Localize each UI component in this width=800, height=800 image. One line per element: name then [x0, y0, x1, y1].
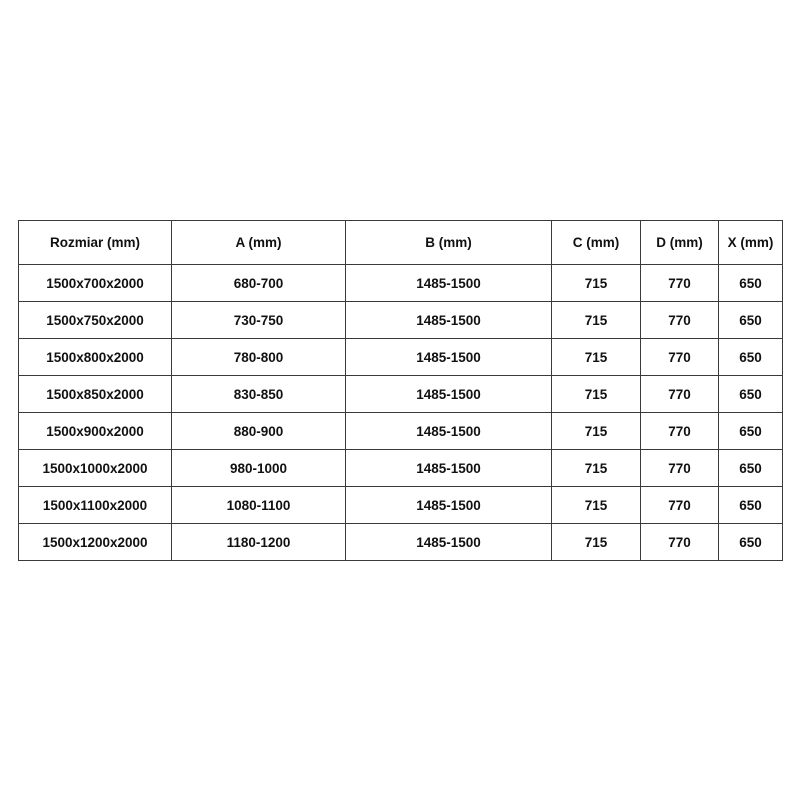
- cell-c: 715: [552, 487, 641, 524]
- cell-size: 1500x850x2000: [19, 376, 172, 413]
- column-header-b: B (mm): [346, 221, 552, 265]
- cell-a: 780-800: [172, 339, 346, 376]
- table-row: [19, 339, 783, 376]
- cell-d: 770: [641, 302, 719, 339]
- cell-d: 770: [641, 450, 719, 487]
- cell-a: 680-700: [172, 265, 346, 302]
- cell-d: 770: [641, 524, 719, 561]
- cell-a: 980-1000: [172, 450, 346, 487]
- cell-b: 1485-1500: [346, 339, 552, 376]
- cell-size: 1500x900x2000: [19, 413, 172, 450]
- spec-table-container: [18, 220, 782, 561]
- cell-b: 1485-1500: [346, 265, 552, 302]
- cell-a: 1180-1200: [172, 524, 346, 561]
- cell-a: 1080-1100: [172, 487, 346, 524]
- cell-c: 715: [552, 413, 641, 450]
- column-header-x: X (mm): [719, 221, 783, 265]
- cell-size: 1500x1100x2000: [19, 487, 172, 524]
- cell-c: 715: [552, 376, 641, 413]
- table-row: [19, 450, 783, 487]
- cell-c: 715: [552, 302, 641, 339]
- table-row: [19, 524, 783, 561]
- cell-x: 650: [719, 487, 783, 524]
- cell-c: 715: [552, 450, 641, 487]
- cell-x: 650: [719, 265, 783, 302]
- cell-c: 715: [552, 339, 641, 376]
- column-header-rozmiar: Rozmiar (mm): [19, 221, 172, 265]
- column-header-a: A (mm): [172, 221, 346, 265]
- cell-x: 650: [719, 339, 783, 376]
- cell-b: 1485-1500: [346, 487, 552, 524]
- cell-b: 1485-1500: [346, 413, 552, 450]
- cell-a: 830-850: [172, 376, 346, 413]
- cell-b: 1485-1500: [346, 450, 552, 487]
- cell-size: 1500x700x2000: [19, 265, 172, 302]
- cell-d: 770: [641, 487, 719, 524]
- cell-x: 650: [719, 413, 783, 450]
- dimensions-table: [18, 220, 783, 561]
- cell-x: 650: [719, 450, 783, 487]
- table-row: [19, 302, 783, 339]
- column-header-c: C (mm): [552, 221, 641, 265]
- cell-c: 715: [552, 524, 641, 561]
- cell-a: 730-750: [172, 302, 346, 339]
- cell-d: 770: [641, 413, 719, 450]
- table-row: [19, 487, 783, 524]
- cell-x: 650: [719, 302, 783, 339]
- table-row: [19, 413, 783, 450]
- cell-size: 1500x1000x2000: [19, 450, 172, 487]
- column-header-d: D (mm): [641, 221, 719, 265]
- cell-b: 1485-1500: [346, 524, 552, 561]
- cell-size: 1500x750x2000: [19, 302, 172, 339]
- cell-d: 770: [641, 339, 719, 376]
- cell-x: 650: [719, 376, 783, 413]
- cell-c: 715: [552, 265, 641, 302]
- cell-d: 770: [641, 376, 719, 413]
- cell-size: 1500x800x2000: [19, 339, 172, 376]
- cell-size: 1500x1200x2000: [19, 524, 172, 561]
- cell-b: 1485-1500: [346, 302, 552, 339]
- table-header-row: [19, 221, 783, 265]
- cell-a: 880-900: [172, 413, 346, 450]
- cell-x: 650: [719, 524, 783, 561]
- table-row: [19, 376, 783, 413]
- cell-b: 1485-1500: [346, 376, 552, 413]
- table-row: [19, 265, 783, 302]
- cell-d: 770: [641, 265, 719, 302]
